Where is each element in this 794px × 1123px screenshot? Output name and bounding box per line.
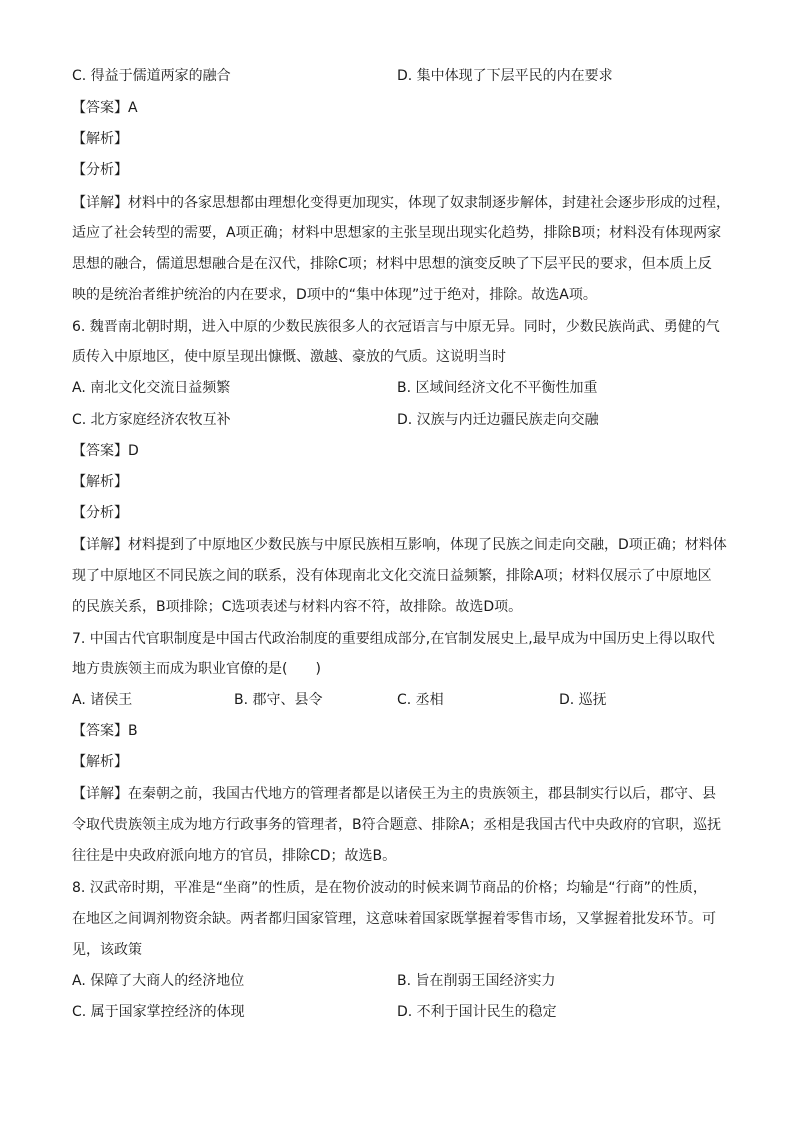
q6-option-d: D. 汉族与内迁边疆民族走向交融 bbox=[397, 412, 599, 428]
q6-stem-line: 6. 魏晋南北朝时期，进入中原的少数民族很多人的衣冠语言与中原无异。同时，少数民族尚武、勇健的气 bbox=[72, 319, 720, 335]
q7-stem-line: 地方贵族领主而成为职业官僚的是( ) bbox=[72, 661, 321, 677]
q6-option-a: A. 南北文化交流日益频繁 bbox=[72, 380, 231, 396]
q8-stem-line: 8. 汉武帝时期，平准是“坐商”的性质，是在物价波动的时候来调节商品的价格；均输是“行商”的性质， bbox=[72, 880, 707, 896]
q5-detail-line: 【详解】材料中的各家思想都由理想化变得更加现实，体现了奴隶制逐步解体，封建社会逐步形成的过程， bbox=[72, 195, 730, 211]
q7-answer: 【答案】B bbox=[72, 723, 138, 739]
q7-detail-line: 往往是中央政府派向地方的官员，排除CD；故选B。 bbox=[72, 848, 397, 864]
q8-option-c: C. 属于国家掌控经济的体现 bbox=[72, 1004, 245, 1020]
q5-detail-line: 思想的融合，儒道思想融合是在汉代，排除C项；材料中思想的演变反映了下层平民的要求，但本质上反 bbox=[72, 256, 712, 272]
q7-stem-line: 7. 中国古代官职制度是中国古代政治制度的重要组成部分,在官制发展史上,最早成为中国历史上得以取代 bbox=[72, 631, 715, 647]
q6-answer: 【答案】D bbox=[72, 443, 139, 459]
q5-option-c: C. 得益于儒道两家的融合 bbox=[72, 68, 231, 84]
q6-stem-line: 质传入中原地区，使中原呈现出慷慨、激越、豪放的气质。这说明当时 bbox=[72, 349, 506, 365]
q7-option-c: C. 丞相 bbox=[397, 692, 444, 708]
q5-detail-line: 映的是统治者维护统治的内在要求，D项中的“集中体现”过于绝对，排除。故选A项。 bbox=[72, 287, 597, 303]
q5-jiexi-heading: 【解析】 bbox=[72, 131, 128, 147]
q6-detail-line: 的民族关系，B项排除；C选项表述与材料内容不符，故排除。故选D项。 bbox=[72, 599, 523, 615]
q5-detail-line: 适应了社会转型的需要，A项正确；材料中思想家的主张呈现出现实化趋势，排除B项；材料没有体现两家 bbox=[72, 225, 722, 241]
q8-option-b: B. 旨在削弱王国经济实力 bbox=[397, 973, 556, 989]
q7-option-b: B. 郡守、县令 bbox=[234, 692, 323, 708]
q5-option-d: D. 集中体现了下层平民的内在要求 bbox=[397, 68, 613, 84]
q8-option-a: A. 保障了大商人的经济地位 bbox=[72, 973, 245, 989]
q6-option-c: C. 北方家庭经济农牧互补 bbox=[72, 412, 231, 428]
q5-fenxi-heading: 【分析】 bbox=[72, 162, 128, 178]
q8-option-d: D. 不利于国计民生的稳定 bbox=[397, 1004, 557, 1020]
q6-fenxi-heading: 【分析】 bbox=[72, 505, 128, 521]
q7-option-a: A. 诸侯王 bbox=[72, 692, 133, 708]
q7-option-d: D. 巡抚 bbox=[559, 692, 607, 708]
q6-jiexi-heading: 【解析】 bbox=[72, 474, 128, 490]
q8-stem-line: 在地区之间调剂物资余缺。两者都归国家管理，这意味着国家既掌握着零售市场，又掌握着批发环节。可 bbox=[72, 911, 716, 927]
q6-detail-line: 【详解】材料提到了中原地区少数民族与中原民族相互影响，体现了民族之间走向交融，D项正确；材料体 bbox=[72, 537, 727, 553]
q8-stem-line: 见，该政策 bbox=[72, 942, 142, 958]
q7-detail-line: 令取代贵族领主成为地方行政事务的管理者，B符合题意、排除A；丞相是我国古代中央政府的官职，巡抚 bbox=[72, 817, 722, 833]
q5-answer: 【答案】A bbox=[72, 100, 138, 116]
q7-detail-line: 【详解】在秦朝之前，我国古代地方的管理者都是以诸侯王为主的贵族领主，郡县制实行以后，郡守、县 bbox=[72, 786, 716, 802]
q7-jiexi-heading: 【解析】 bbox=[72, 754, 128, 770]
q6-option-b: B. 区域间经济文化不平衡性加重 bbox=[397, 380, 598, 396]
q6-detail-line: 现了中原地区不同民族之间的联系，没有体现南北文化交流日益频繁，排除A项；材料仅展示了中原地区 bbox=[72, 568, 712, 584]
